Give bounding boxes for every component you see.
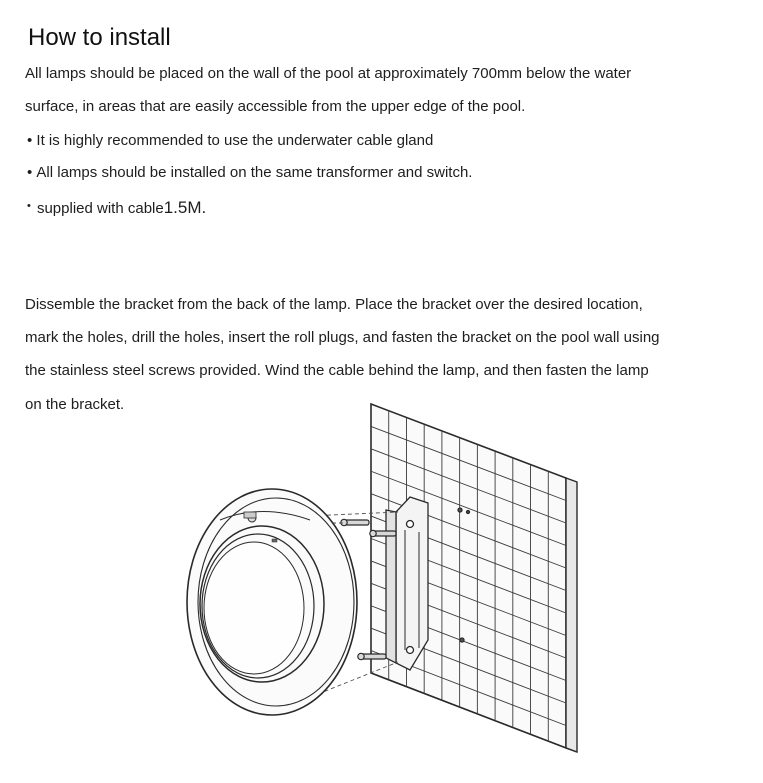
screw-bottom-left [358, 653, 386, 659]
instruction-line-1: Dissemble the bracket from the back of the lamp. Place the bracket over the desired location, [25, 296, 643, 313]
intro-line-2: surface, in areas that are easily accessible from the upper edge of the pool. [25, 98, 526, 115]
pool-lamp [187, 489, 357, 715]
instruction-line-3: the stainless steel screws provided. Wind the cable behind the lamp, and then fasten the lamp [25, 362, 649, 379]
section-title: How to install [28, 24, 171, 51]
bullet-text: It is highly recommended to use the underwater cable gland [36, 132, 434, 149]
bullet-marker: • [27, 132, 37, 149]
cable-length-value: 1.5M. [163, 198, 207, 217]
screw-top-left [341, 519, 369, 525]
bullet-marker: • [27, 164, 37, 181]
instruction-line-2: mark the holes, drill the holes, insert the roll plugs, and fasten the bracket on the pool wall using [25, 329, 660, 346]
lamp-lens [204, 542, 304, 674]
instruction-line-4: on the bracket. [25, 396, 125, 413]
intro-line-1: All lamps should be placed on the wall of the pool at approximately 700mm below the water [25, 65, 632, 82]
screw-top-right [370, 530, 396, 536]
bracket-hole-top [407, 521, 414, 528]
bullet-marker: • [27, 200, 37, 212]
bullet-text: All lamps should be installed on the same transformer and switch. [36, 164, 473, 181]
bracket-hole-bottom [407, 647, 414, 654]
bullet-text: supplied with cable [36, 200, 164, 217]
